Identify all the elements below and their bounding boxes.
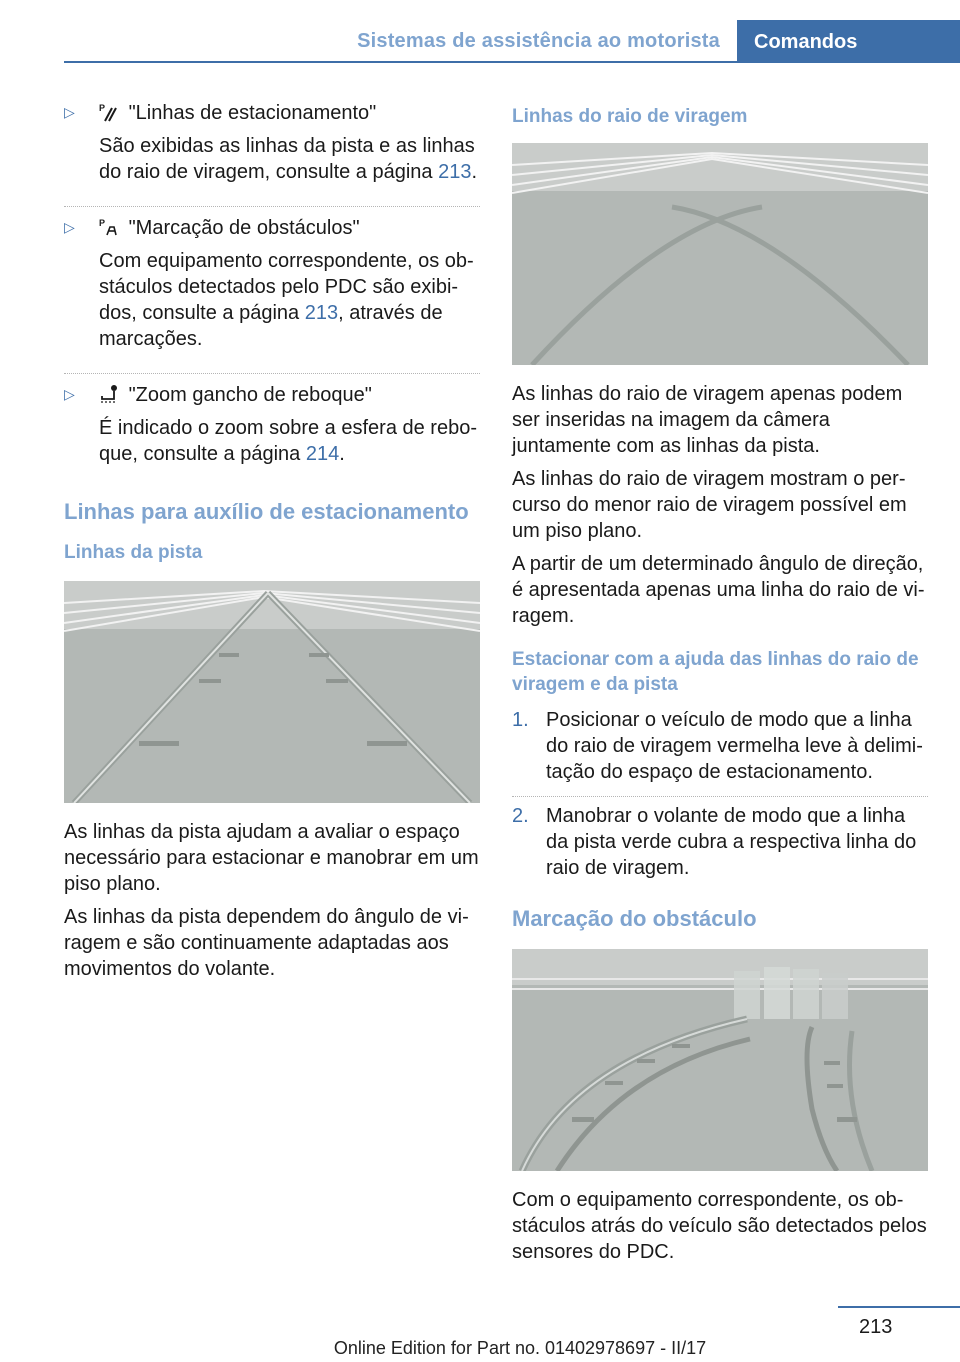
bullet-body: É indicado o zoom sobre a esfera de reboque, consulte a página 214.	[99, 417, 478, 465]
header-rule	[64, 61, 960, 63]
step-number: 2.	[512, 805, 529, 827]
subsection-heading: Estacionar com a ajuda das linhas do raio de viragem e da pista	[512, 649, 919, 695]
bullet-tow-hitch-zoom	[64, 373, 480, 480]
page-header	[0, 0, 960, 64]
parking-lines-icon	[99, 102, 119, 122]
svg-text:P: P	[99, 103, 106, 113]
list-item	[512, 796, 928, 885]
subsection-heading: Linhas do raio de viragem	[512, 106, 748, 127]
body-paragraph: As linhas do raio de viragem apenas podem ser inseridas na imagem da câmera juntamente com as linhas da pista.	[512, 383, 903, 457]
bullet-triangle-icon: ▷	[64, 219, 75, 235]
body-paragraph: A partir de um determinado ângulo de direção, é apresentada apenas uma linha do raio de viragem.	[512, 553, 925, 627]
bullet-title: "Linhas de estacionamento"	[128, 102, 377, 124]
body-paragraph: As linhas do raio de viragem mostram o percurso do menor raio de viragem possível em um piso plano.	[512, 468, 907, 542]
step-text: Manobrar o volante de modo que a linha da pista verde cubra a respectiva linha do raio de viragem.	[546, 805, 917, 879]
svg-text:P: P	[99, 218, 106, 228]
bullet-body: Com equipamento correspondente, os obstáculos detectados pelo PDC são exibidos, consulte a página 213, através de marcações.	[99, 250, 474, 350]
bullet-triangle-icon: ▷	[64, 104, 75, 120]
list-item	[512, 707, 928, 789]
bullet-title: "Marcação de obstáculos"	[128, 217, 360, 239]
body-paragraph: As linhas da pista dependem do ângulo de viragem e são continuamente adaptadas aos movimentos do volante.	[64, 906, 469, 980]
turning-radius-figure	[512, 143, 928, 365]
body-paragraph: As linhas da pista ajudam a avaliar o espaço necessário para estacionar e manobrar em um piso plano.	[64, 821, 479, 895]
header-chapter-tab: Comandos	[737, 20, 960, 62]
section-heading: Linhas para auxílio de estacionamento	[64, 499, 469, 524]
footer-edition: Online Edition for Part no. 01402978697 - II/17	[333, 1338, 707, 1358]
header-section-title: Sistemas de assistência ao motorista	[357, 30, 720, 52]
page-number: 213	[859, 1316, 893, 1338]
page-link[interactable]: 213	[304, 302, 339, 324]
bullet-parking-lines	[64, 100, 480, 198]
lane-lines-figure	[64, 581, 480, 803]
page-link[interactable]: 214	[305, 443, 340, 465]
body-paragraph: Com o equipamento correspondente, os obstáculos atrás do veículo são detectados pelos sensores do PDC.	[512, 1189, 927, 1263]
footer-rule	[838, 1306, 960, 1308]
bullet-obstacle-marking	[64, 206, 480, 365]
step-number: 1.	[512, 709, 529, 731]
obstacle-marking-icon	[99, 217, 119, 237]
bullet-title: "Zoom gancho de reboque"	[128, 384, 372, 406]
section-heading: Marcação do obstáculo	[512, 906, 757, 931]
bullet-body: São exibidas as linhas da pista e as linhas do raio de viragem, consulte a página 213.	[99, 135, 478, 183]
right-column	[512, 100, 928, 1272]
page-link[interactable]: 213	[438, 161, 472, 183]
step-text: Posicionar o veículo de modo que a linha do raio de viragem vermelha leve à delimitação do espaço de estacionamento.	[546, 709, 923, 783]
steps-list	[512, 707, 928, 885]
bullet-triangle-icon: ▷	[64, 386, 75, 402]
subsection-heading: Linhas da pista	[64, 542, 203, 563]
left-column	[64, 100, 480, 989]
tow-hitch-zoom-icon	[99, 384, 119, 404]
obstacle-marking-figure	[512, 949, 928, 1171]
